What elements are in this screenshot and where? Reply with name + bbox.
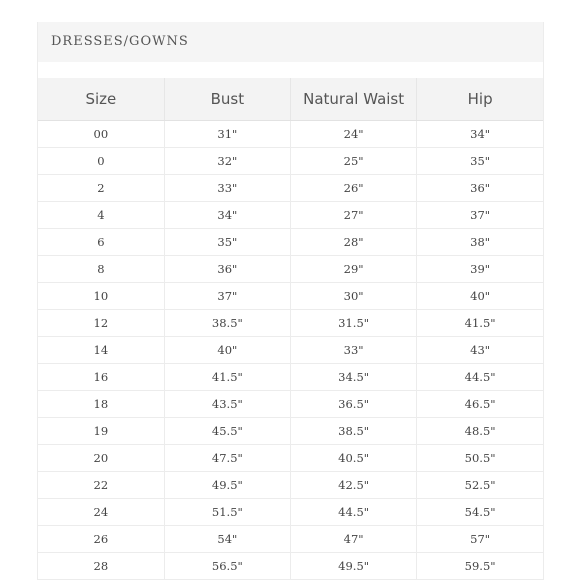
- table-row: [38, 175, 543, 202]
- cell-hip: 44.5": [417, 364, 543, 391]
- table-row: [38, 553, 543, 580]
- cell-size: 19: [38, 418, 164, 445]
- cell-hip: 52.5": [417, 472, 543, 499]
- table-row: [38, 310, 543, 337]
- cell-size: 16: [38, 364, 164, 391]
- table-row: [38, 202, 543, 229]
- cell-hip: 57": [417, 526, 543, 553]
- cell-size: 2: [38, 175, 164, 202]
- cell-natural-waist: 33": [291, 337, 417, 364]
- cell-bust: 51.5": [164, 499, 290, 526]
- table-row: [38, 121, 543, 148]
- cell-bust: 33": [164, 175, 290, 202]
- cell-bust: 36": [164, 256, 290, 283]
- table-body: [38, 121, 543, 580]
- table-row: [38, 418, 543, 445]
- table-row: [38, 472, 543, 499]
- cell-hip: 37": [417, 202, 543, 229]
- cell-size: 6: [38, 229, 164, 256]
- cell-size: 12: [38, 310, 164, 337]
- cell-hip: 59.5": [417, 553, 543, 580]
- header-row: [38, 78, 543, 121]
- cell-size: 26: [38, 526, 164, 553]
- cell-hip: 36": [417, 175, 543, 202]
- header-natural-waist: Natural Waist: [291, 78, 417, 121]
- cell-natural-waist: 36.5": [291, 391, 417, 418]
- table-row: [38, 445, 543, 472]
- cell-hip: 38": [417, 229, 543, 256]
- table-header: [38, 78, 543, 121]
- cell-hip: 34": [417, 121, 543, 148]
- cell-size: 28: [38, 553, 164, 580]
- cell-hip: 46.5": [417, 391, 543, 418]
- cell-size: 8: [38, 256, 164, 283]
- cell-natural-waist: 30": [291, 283, 417, 310]
- cell-hip: 39": [417, 256, 543, 283]
- cell-size: 20: [38, 445, 164, 472]
- table-row: [38, 256, 543, 283]
- table-row: [38, 229, 543, 256]
- cell-bust: 38.5": [164, 310, 290, 337]
- cell-natural-waist: 25": [291, 148, 417, 175]
- cell-bust: 56.5": [164, 553, 290, 580]
- header-bust: Bust: [164, 78, 290, 121]
- cell-bust: 45.5": [164, 418, 290, 445]
- cell-natural-waist: 31.5": [291, 310, 417, 337]
- table-row: [38, 364, 543, 391]
- table-row: [38, 283, 543, 310]
- cell-hip: 48.5": [417, 418, 543, 445]
- cell-size: 0: [38, 148, 164, 175]
- cell-size: 4: [38, 202, 164, 229]
- table-row: [38, 391, 543, 418]
- cell-size: 14: [38, 337, 164, 364]
- cell-natural-waist: 44.5": [291, 499, 417, 526]
- section-title: DRESSES/GOWNS: [51, 34, 189, 49]
- cell-bust: 40": [164, 337, 290, 364]
- cell-size: 22: [38, 472, 164, 499]
- cell-hip: 41.5": [417, 310, 543, 337]
- cell-bust: 31": [164, 121, 290, 148]
- cell-natural-waist: 34.5": [291, 364, 417, 391]
- cell-bust: 49.5": [164, 472, 290, 499]
- cell-bust: 32": [164, 148, 290, 175]
- table-row: [38, 526, 543, 553]
- cell-bust: 34": [164, 202, 290, 229]
- table-row: [38, 148, 543, 175]
- header-size: Size: [38, 78, 164, 121]
- cell-size: 24: [38, 499, 164, 526]
- cell-natural-waist: 24": [291, 121, 417, 148]
- cell-hip: 35": [417, 148, 543, 175]
- spacer: [38, 62, 543, 78]
- cell-hip: 43": [417, 337, 543, 364]
- cell-hip: 50.5": [417, 445, 543, 472]
- cell-size: 00: [38, 121, 164, 148]
- cell-hip: 40": [417, 283, 543, 310]
- cell-natural-waist: 38.5": [291, 418, 417, 445]
- cell-hip: 54.5": [417, 499, 543, 526]
- cell-bust: 43.5": [164, 391, 290, 418]
- cell-natural-waist: 40.5": [291, 445, 417, 472]
- cell-natural-waist: 27": [291, 202, 417, 229]
- size-chart-card: [37, 22, 544, 580]
- cell-bust: 35": [164, 229, 290, 256]
- cell-natural-waist: 49.5": [291, 553, 417, 580]
- cell-natural-waist: 42.5": [291, 472, 417, 499]
- cell-size: 10: [38, 283, 164, 310]
- cell-natural-waist: 26": [291, 175, 417, 202]
- title-bar: [38, 22, 543, 62]
- table-row: [38, 499, 543, 526]
- cell-size: 18: [38, 391, 164, 418]
- size-chart-table: [38, 78, 543, 580]
- table-row: [38, 337, 543, 364]
- cell-natural-waist: 28": [291, 229, 417, 256]
- cell-bust: 41.5": [164, 364, 290, 391]
- cell-natural-waist: 47": [291, 526, 417, 553]
- header-hip: Hip: [417, 78, 543, 121]
- cell-bust: 54": [164, 526, 290, 553]
- cell-natural-waist: 29": [291, 256, 417, 283]
- cell-bust: 37": [164, 283, 290, 310]
- cell-bust: 47.5": [164, 445, 290, 472]
